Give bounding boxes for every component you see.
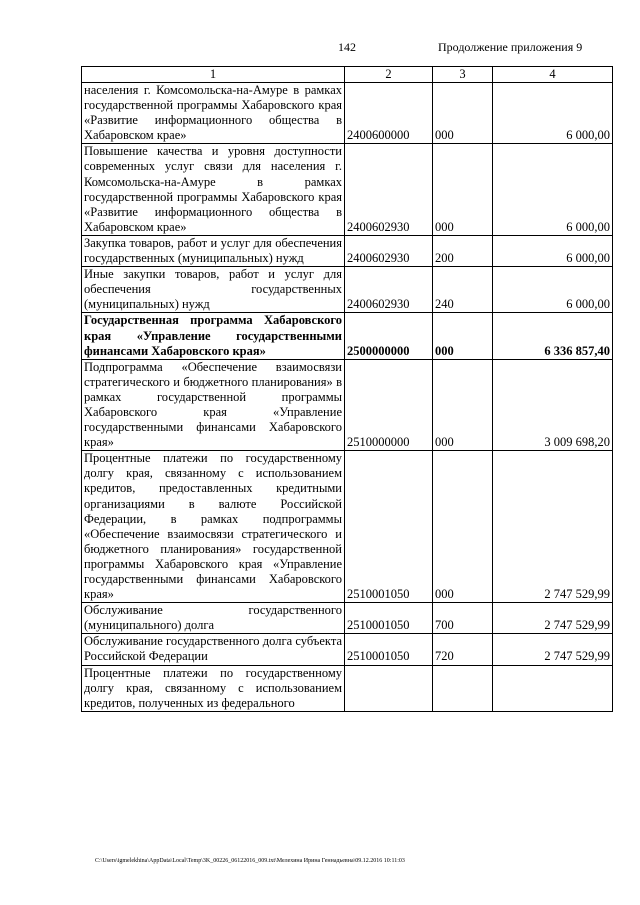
table-row [82, 144, 613, 236]
row-code [345, 665, 433, 711]
row-name: населения г. Комсомольска-на-Амуре в рамках государственной программы Хабаровского края «Развитие информационного общества в Хабаровском крае» [82, 83, 345, 144]
table-row [82, 313, 613, 359]
row-amount: 3 009 698,20 [493, 359, 613, 451]
table-row [82, 634, 613, 665]
column-number-row [82, 67, 613, 83]
row-name: Закупка товаров, работ и услуг для обеспечения государственных (муниципальных) нужд [82, 235, 345, 266]
table-row [82, 359, 613, 451]
row-amount: 6 000,00 [493, 83, 613, 144]
row-amount: 2 747 529,99 [493, 603, 613, 634]
row-type: 000 [433, 451, 493, 603]
row-name: Иные закупки товаров, работ и услуг для обеспечения государственных (муниципальных) нужд [82, 267, 345, 313]
table-body [82, 83, 613, 712]
row-code: 2400602930 [345, 235, 433, 266]
row-code: 2500000000 [345, 313, 433, 359]
row-amount: 6 000,00 [493, 235, 613, 266]
row-name: Государственная программа Хабаровского края «Управление государственными финансами Хабаровского края» [82, 313, 345, 359]
row-name: Процентные платежи по государственному долгу края, связанному с использованием кредитов, предоставленных кредитными организациями в валюте Российской Федерации, в рамках подпрограммы «Обеспечение взаимосвязи стратегического и бюджетного планирования» государственной программы Хабаровского края «Управление государственными финансами Хабаровского края» [82, 451, 345, 603]
row-code: 2510001050 [345, 451, 433, 603]
table-row [82, 235, 613, 266]
row-type [433, 665, 493, 711]
row-type: 000 [433, 359, 493, 451]
row-code: 2510001050 [345, 634, 433, 665]
budget-table [81, 66, 613, 712]
row-name: Повышение качества и уровня доступности современных услуг связи для населения г. Комсомольска-на-Амуре в рамках государственной программы Хабаровского края «Развитие информационного общества в Хабаровском крае» [82, 144, 345, 236]
row-type: 000 [433, 313, 493, 359]
table-row [82, 603, 613, 634]
column-header-2: 2 [345, 67, 433, 83]
row-type: 000 [433, 83, 493, 144]
column-header-4: 4 [493, 67, 613, 83]
row-amount: 6 000,00 [493, 267, 613, 313]
row-code: 2510001050 [345, 603, 433, 634]
row-code: 2400602930 [345, 267, 433, 313]
column-header-1: 1 [82, 67, 345, 83]
row-amount: 2 747 529,99 [493, 451, 613, 603]
row-amount: 6 336 857,40 [493, 313, 613, 359]
footer-file-path: C:\Users\igmelekhina\AppData\Local\Temp\3K_00226_06122016_009.txt\Мелехина Ирина Геннадьевна\09.12.2016 10:11:03 [95, 858, 405, 864]
row-type: 000 [433, 144, 493, 236]
table-row [82, 267, 613, 313]
row-amount [493, 665, 613, 711]
row-type: 700 [433, 603, 493, 634]
row-name: Обслуживание государственного (муниципального) долга [82, 603, 345, 634]
table-row [82, 83, 613, 144]
page-number: 142 [338, 40, 356, 54]
row-name: Подпрограмма «Обеспечение взаимосвязи стратегического и бюджетного планирования» в рамках государственной программы Хабаровского края «Управление государственными финансами Хабаровского края» [82, 359, 345, 451]
row-type: 240 [433, 267, 493, 313]
row-amount: 2 747 529,99 [493, 634, 613, 665]
row-amount: 6 000,00 [493, 144, 613, 236]
table-row [82, 665, 613, 711]
row-code: 2400602930 [345, 144, 433, 236]
row-type: 720 [433, 634, 493, 665]
continuation-label: Продолжение приложения 9 [438, 40, 583, 54]
row-code: 2400600000 [345, 83, 433, 144]
table-row [82, 451, 613, 603]
column-header-3: 3 [433, 67, 493, 83]
row-code: 2510000000 [345, 359, 433, 451]
row-name: Обслуживание государственного долга субъекта Российской Федерации [82, 634, 345, 665]
row-name: Процентные платежи по государственному долгу края, связанному с использованием кредитов, полученных из федерального [82, 665, 345, 711]
row-type: 200 [433, 235, 493, 266]
